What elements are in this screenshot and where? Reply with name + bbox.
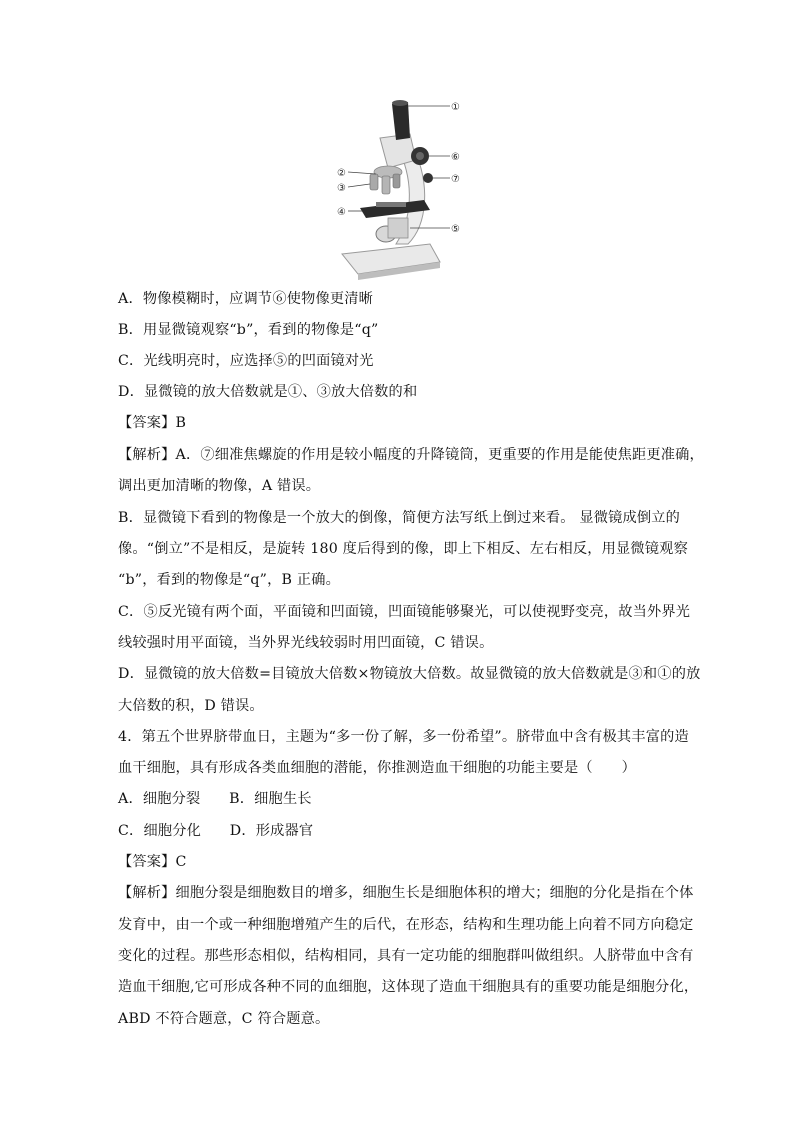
q4-analysis-line: 发育中，由一个或一种细胞增殖产生的后代，在形态，结构和生理功能上向着不同方向稳定 xyxy=(118,917,694,933)
microscope-figure xyxy=(330,94,470,280)
q3-option-b: B．用显微镜观察“b”，看到的物像是“q” xyxy=(118,322,379,338)
q4-stem-line: 4．第五个世界脐带血日，主题为“多一份了解，多一份希望”。脐带血中含有极其丰富的造 xyxy=(118,729,689,745)
q3-option-a: A．物像模糊时，应调节⑥使物像更清晰 xyxy=(118,291,374,307)
q3-answer: 【答案】B xyxy=(118,415,187,431)
q3-analysis-line: 大倍数的积，D 错误。 xyxy=(118,698,264,714)
q4-analysis-line: 造血干细胞,它可形成各种不同的血细胞，这体现了造血干细胞具有的重要功能是细胞分化， xyxy=(118,979,699,995)
q3-option-c: C．光线明亮时，应选择⑤的凹面镜对光 xyxy=(118,353,374,369)
callout-4: ④ xyxy=(337,207,346,218)
q3-analysis-line: 调出更加清晰的物像，A 错误。 xyxy=(118,478,321,494)
callout-2: ② xyxy=(337,168,346,179)
q4-analysis-line: 【解析】细胞分裂是细胞数目的增多，细胞生长是细胞体积的增大；细胞的分化是指在个体 xyxy=(118,885,694,901)
q4-stem-line: 血干细胞，具有形成各类血细胞的潜能，你推测造血干细胞的功能主要是（ ） xyxy=(118,760,636,776)
q3-analysis-line: D．显微镜的放大倍数=目镜放大倍数×物镜放大倍数。故显微镜的放大倍数就是③和①的放 xyxy=(118,666,701,682)
callout-7: ⑦ xyxy=(451,174,460,185)
microscope-illustration xyxy=(330,94,470,280)
q4-analysis-line: ABD 不符合题意，C 符合题意。 xyxy=(118,1011,330,1027)
callout-6: ⑥ xyxy=(451,152,460,163)
q4-answer: 【答案】C xyxy=(118,854,187,870)
q4-analysis-line: 变化的过程。那些形态相似，结构相同，具有一定功能的细胞群叫做组织。人脐带血中含有 xyxy=(118,948,694,964)
q3-analysis-line: 线较强时用平面镜，当外界光线较弱时用凹面镜，C 错误。 xyxy=(118,635,494,651)
callout-1: ① xyxy=(451,102,460,113)
q3-option-d: D．显微镜的放大倍数就是①、③放大倍数的和 xyxy=(118,384,418,400)
q3-analysis-line: B．显微镜下看到的物像是一个放大的倒像，简便方法写纸上倒过来看。 显微镜成倒立的 xyxy=(118,510,681,526)
q3-analysis-line: C．⑤反光镜有两个面，平面镜和凹面镜，凹面镜能够聚光，可以使视野变亮，故当外界光 xyxy=(118,604,691,620)
q3-analysis-line: “b”，看到的物像是“q”，B 正确。 xyxy=(118,572,340,588)
callout-3: ③ xyxy=(337,183,346,194)
q3-analysis-line: 像。“倒立”不是相反，是旋转 180 度后得到的像，即上下相反、左右相反，用显微镜观察 xyxy=(118,541,688,557)
q4-options-row-1: A．细胞分裂 B．细胞生长 xyxy=(118,791,312,807)
callout-5: ⑤ xyxy=(451,224,460,235)
q4-options-row-2: C．细胞分化 D．形成器官 xyxy=(118,823,314,839)
q3-analysis-line: 【解析】A．⑦细准焦螺旋的作用是较小幅度的升降镜筒，更重要的作用是能使焦距更准确， xyxy=(118,447,704,463)
